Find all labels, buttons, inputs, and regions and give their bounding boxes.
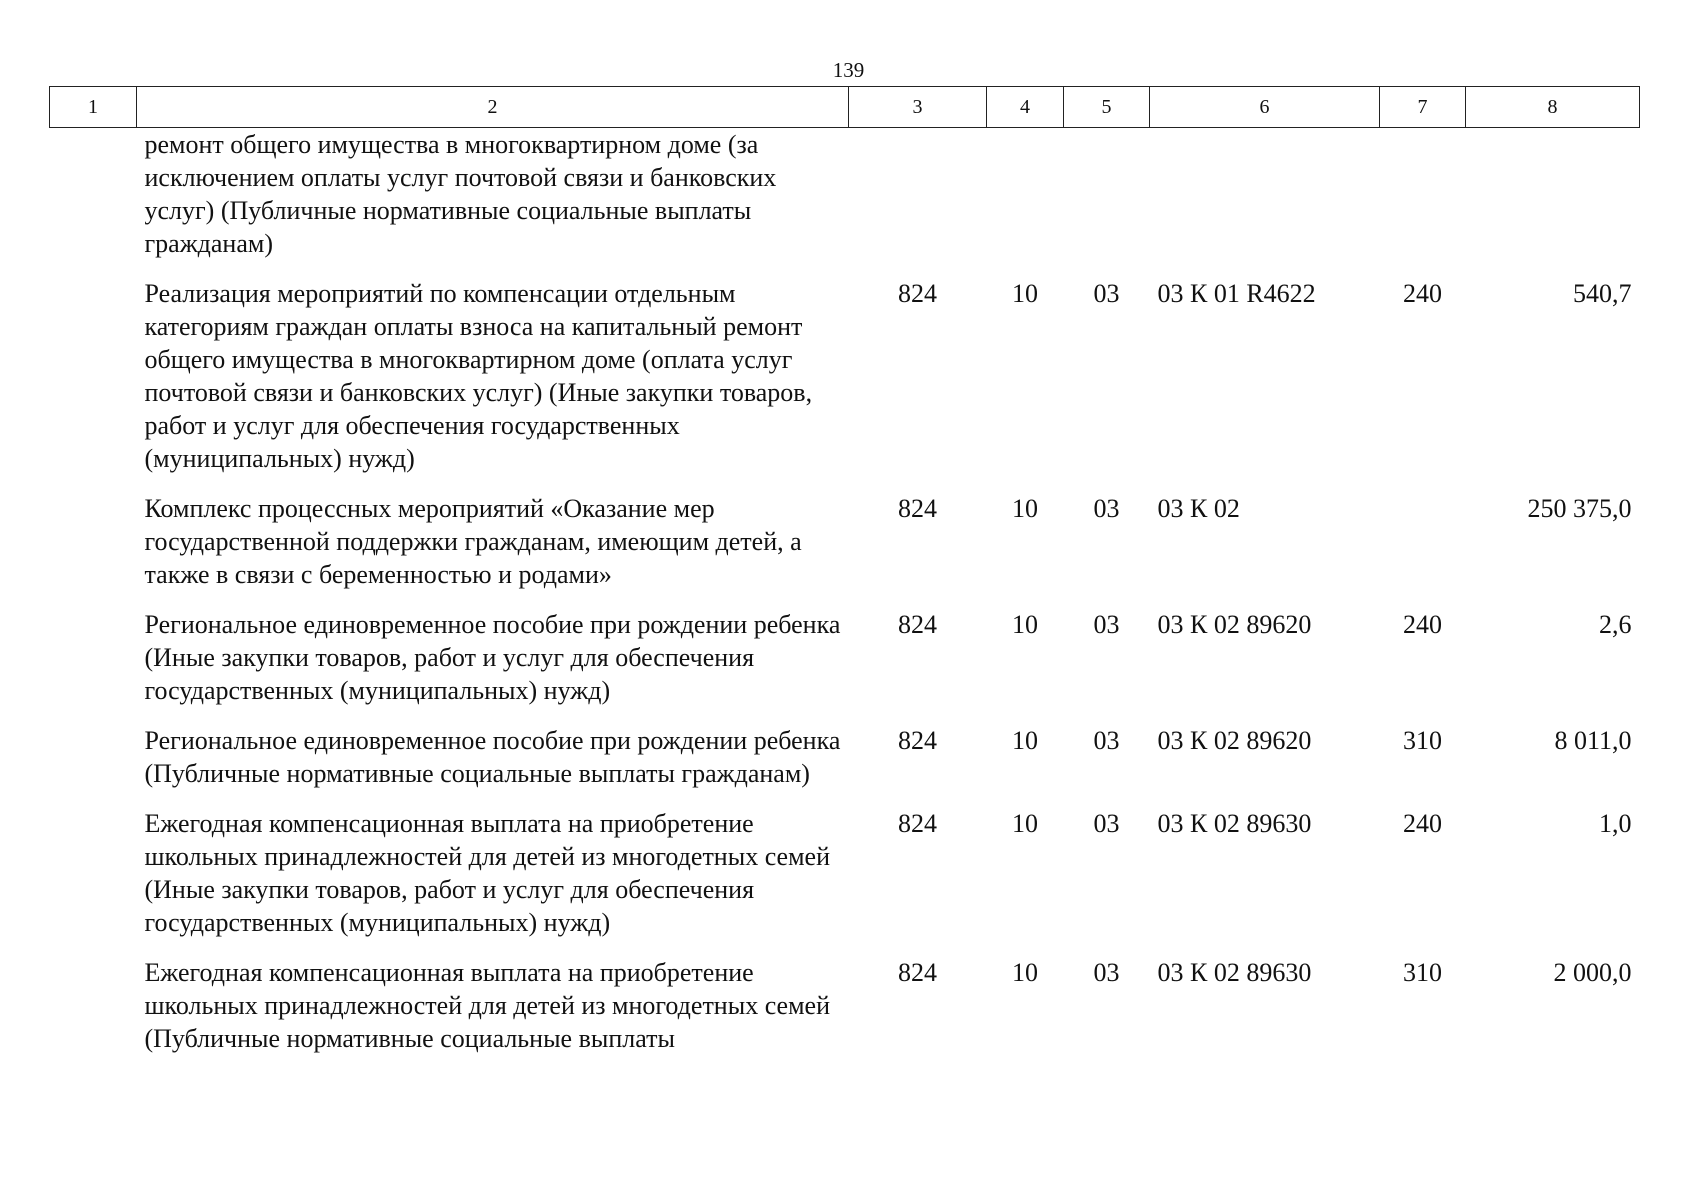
- section-code: [987, 128, 1064, 278]
- subsection-code: 03: [1093, 726, 1120, 755]
- subsection-code: [1064, 128, 1150, 278]
- header-row: [50, 87, 1640, 128]
- amount-value: 540,7: [1573, 279, 1632, 308]
- target-article-code: 03 К 02 89630: [1157, 958, 1312, 987]
- amount-value: [1466, 128, 1640, 278]
- expense-type-code: 310: [1403, 958, 1442, 987]
- expense-name: Ежегодная компенсационная выплата на приобретение школьных принадлежностей для детей из многодетных семей (Иные закупки товаров, работ и услуг для обеспечения государственных (муниципальных) нужд): [144, 809, 830, 937]
- expense-name: ремонт общего имущества в многоквартирном доме (за исключением оплаты услуг почтовой связи и банковских услуг) (Публичные нормативные социальные выплаты гражданам): [144, 130, 777, 258]
- expense-name: Реализация мероприятий по компенсации отдельным категориям граждан оплаты взноса на капитальный ремонт общего имущества в многоквартирном доме (оплата услуг почтовой связи и банковских услуг) (Иные закупки товаров, работ и услуг для обеспечения государственных (муниципальных) нужд): [144, 279, 813, 473]
- expense-name: Комплекс процессных мероприятий «Оказание мер государственной поддержки гражданам, имеющим детей, а также в связи с беременностью и родами»: [144, 494, 802, 589]
- expense-name: Региональное единовременное пособие при рождении ребенка (Публичные нормативные социальные выплаты гражданам): [144, 726, 841, 788]
- target-article-code: 03 К 02: [1157, 494, 1240, 523]
- ministry-code: 824: [898, 610, 937, 639]
- ministry-code: 824: [898, 809, 937, 838]
- section-code: 10: [1012, 726, 1038, 755]
- expense-type-code: 240: [1403, 610, 1442, 639]
- header-col-4: 4: [987, 87, 1064, 128]
- header-col-1: 1: [50, 87, 137, 128]
- amount-value: 8 011,0: [1554, 726, 1632, 755]
- header-col-7: 7: [1380, 87, 1466, 128]
- budget-table: [49, 86, 1640, 1072]
- table-row: [50, 492, 1640, 608]
- ministry-code: 824: [898, 279, 937, 308]
- subsection-code: 03: [1093, 494, 1120, 523]
- expense-type-code: 310: [1403, 726, 1442, 755]
- target-article-code: [1150, 128, 1380, 278]
- section-code: 10: [1012, 809, 1038, 838]
- subsection-code: 03: [1093, 279, 1120, 308]
- ministry-code: 824: [898, 958, 937, 987]
- target-article-code: 03 К 02 89620: [1157, 726, 1312, 755]
- subsection-code: 03: [1093, 809, 1120, 838]
- expense-type-code: 240: [1403, 809, 1442, 838]
- expense-type-code: 240: [1403, 279, 1442, 308]
- table-row: [50, 724, 1640, 807]
- table-body: [50, 128, 1640, 1073]
- row-number-cell: [50, 277, 137, 492]
- header-col-3: 3: [849, 87, 987, 128]
- amount-value: 2,6: [1599, 610, 1632, 639]
- target-article-code: 03 К 02 89620: [1157, 610, 1312, 639]
- row-number-cell: [50, 492, 137, 608]
- table-row: [50, 277, 1640, 492]
- section-code: 10: [1012, 279, 1038, 308]
- table-row: [50, 956, 1640, 1072]
- subsection-code: 03: [1093, 958, 1120, 987]
- target-article-code: 03 К 02 89630: [1157, 809, 1312, 838]
- table-row: [50, 608, 1640, 724]
- table-header: [50, 87, 1640, 128]
- page-number: 139: [832, 58, 865, 82]
- table-row: [50, 128, 1640, 278]
- row-number-cell: [50, 608, 137, 724]
- amount-value: 1,0: [1599, 809, 1632, 838]
- section-code: 10: [1012, 494, 1038, 523]
- row-number-cell: [50, 724, 137, 807]
- header-col-6: 6: [1150, 87, 1380, 128]
- expense-type-code: [1380, 492, 1466, 608]
- row-number-cell: [50, 128, 137, 278]
- section-code: 10: [1012, 610, 1038, 639]
- table-row: [50, 807, 1640, 956]
- expense-name: Ежегодная компенсационная выплата на приобретение школьных принадлежностей для детей из многодетных семей (Публичные нормативные социальные выплаты: [144, 958, 830, 1053]
- ministry-code: 824: [898, 494, 937, 523]
- target-article-code: 03 К 01 R4622: [1157, 279, 1316, 308]
- header-col-5: 5: [1064, 87, 1150, 128]
- expense-name: Региональное единовременное пособие при рождении ребенка (Иные закупки товаров, работ и услуг для обеспечения государственных (муниципальных) нужд): [144, 610, 841, 705]
- amount-value: 2 000,0: [1553, 958, 1632, 987]
- row-number-cell: [50, 807, 137, 956]
- ministry-code: 824: [898, 726, 937, 755]
- expense-type-code: [1380, 128, 1466, 278]
- ministry-code: [849, 128, 987, 278]
- section-code: 10: [1012, 958, 1038, 987]
- row-number-cell: [50, 956, 137, 1072]
- subsection-code: 03: [1093, 610, 1120, 639]
- header-col-8: 8: [1466, 87, 1640, 128]
- amount-value: 250 375,0: [1527, 494, 1632, 523]
- header-col-2: 2: [137, 87, 849, 128]
